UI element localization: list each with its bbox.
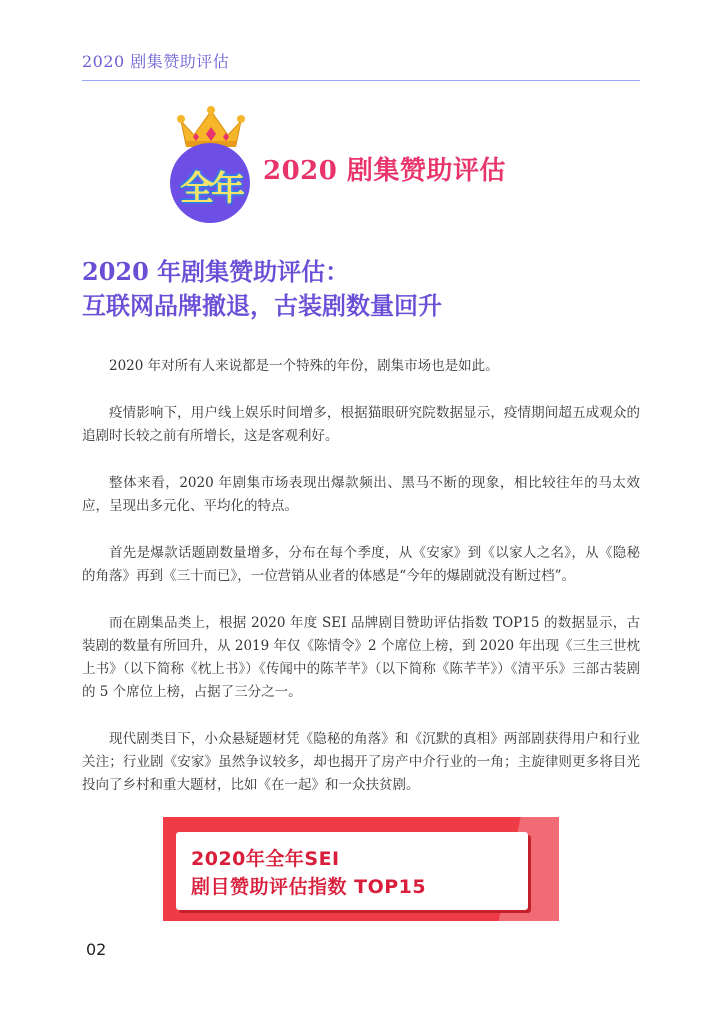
running-header: 2020 剧集赞助评估 <box>82 52 230 71</box>
paragraph: 现代剧类目下，小众悬疑题材凭《隐秘的角落》和《沉默的真相》两部剧获得用户和行业关注；行业剧《安家》虽然争议较多，却也揭开了房产中介行业的一角；主旋律则更多将目光投向了乡村和重大题材，比如《在一起》和一众扶贫剧。 <box>82 731 640 793</box>
heading-line-2: 互联网品牌撤退，古装剧数量回升 <box>82 291 442 320</box>
paragraph: 首先是爆款话题剧数量增多，分布在每个季度，从《安家》到《以家人之名》，从《隐秘的角落》再到《三十而已》，一位营销从业者的体感是“今年的爆剧就没有断过档”。 <box>82 545 640 584</box>
heading-line-1: 2020 年剧集赞助评估： <box>82 257 350 286</box>
banner-title-line-1: 2020年全年SEI <box>191 848 340 870</box>
paragraph: 整体来看，2020 年剧集市场表现出爆款频出、黑马不断的现象，相比较往年的马太效应，呈现出多元化、平均化的特点。 <box>82 475 640 514</box>
article-heading <box>82 255 642 323</box>
paragraph: 而在剧集品类上，根据 2020 年度 SEI 品牌剧目赞助评估指数 TOP15 的数据显示，古装剧的数量有所回升，从 2019 年仅《陈情令》2 个席位上榜，到 2020 年出现《三生三世枕上书》（以下简称《枕上书》）《传闻中的陈芊芊》（以下简称《陈芊芊》）《清平乐》三部古装剧的 5 个席位上榜，占据了三分之一。 <box>82 615 640 700</box>
section-title: 2020 剧集赞助评估 <box>263 156 506 186</box>
banner-title-line-2: 剧目赞助评估指数 TOP15 <box>191 876 427 898</box>
header-divider <box>82 80 640 81</box>
article-body <box>82 355 640 821</box>
badge-label: 全年 <box>180 169 242 209</box>
paragraph: 2020 年对所有人来说都是一个特殊的年份，剧集市场也是如此。 <box>109 358 499 374</box>
page-number: 02 <box>86 940 107 959</box>
annual-badge <box>166 105 256 220</box>
paragraph: 疫情影响下，用户线上娱乐时间增多，根据猫眼研究院数据显示，疫情期间超五成观众的追剧时长较之前有所增长，这是客观利好。 <box>82 405 640 444</box>
top15-banner <box>163 817 559 921</box>
